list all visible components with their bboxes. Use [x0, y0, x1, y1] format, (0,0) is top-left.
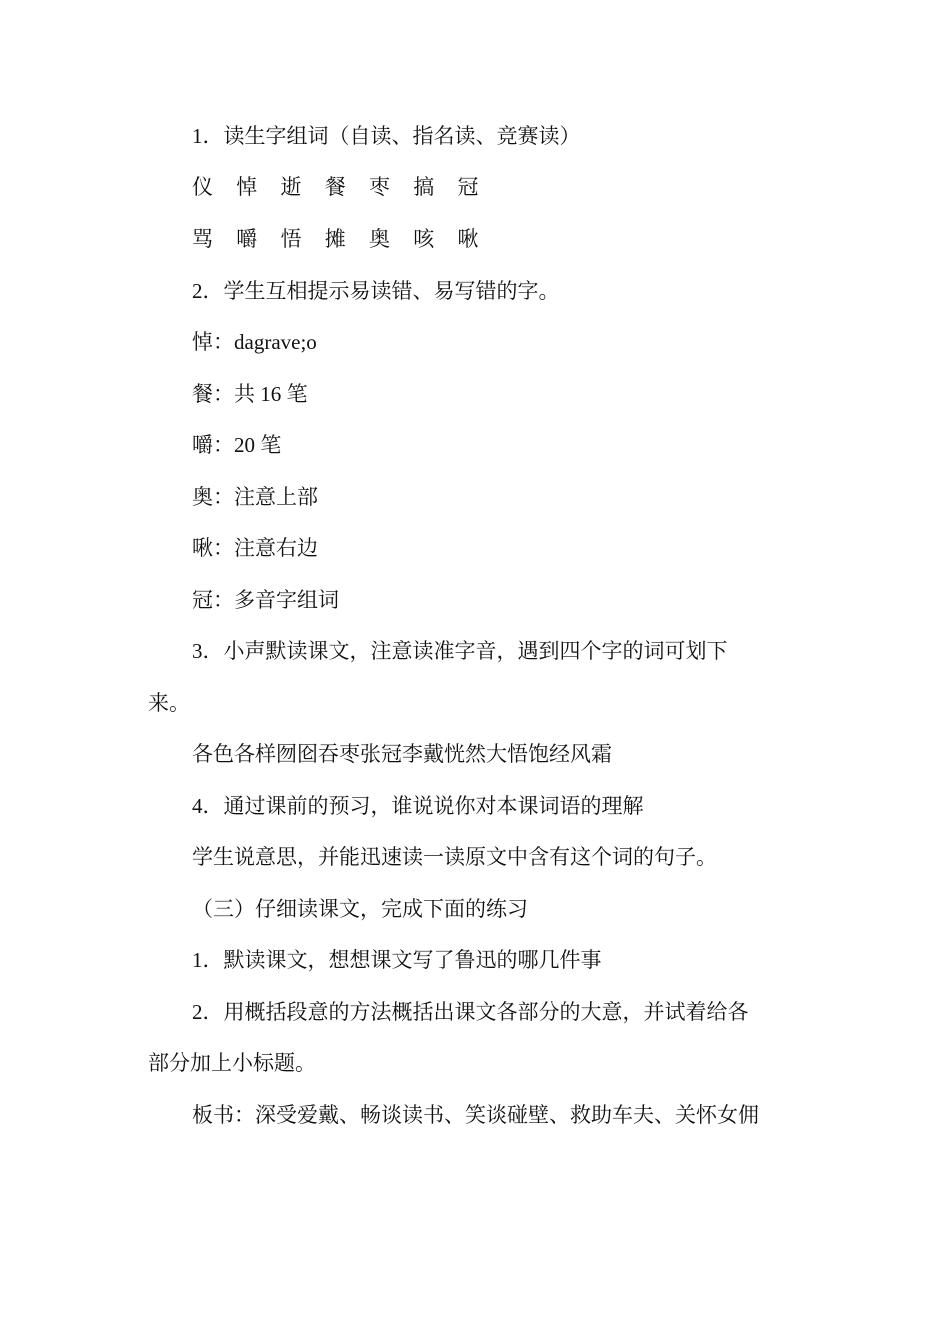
note-pronunciation: 悼：dagrave;o [192, 330, 317, 354]
instruction-3: 3．小声默读课文，注意读准字音，遇到四个字的词可划下 [192, 639, 728, 663]
note-polyphonic: 冠：多音字组词 [192, 588, 339, 612]
exercise-2: 2．用概括段意的方法概括出课文各部分的大意，并试着给各 [192, 1000, 749, 1024]
section-heading: （三）仔细读课文，完成下面的练习 [192, 897, 528, 921]
student-activity: 学生说意思，并能迅速读一读原文中含有这个词的句子。 [192, 845, 717, 869]
character-row-1: 仪 悼 逝 餐 枣 搞 冠 [192, 175, 479, 199]
instruction-3-continued: 来。 [148, 691, 190, 715]
instruction-4: 4．通过课前的预习，谁说说你对本课词语的理解 [192, 794, 644, 818]
character-row-2: 骂 嚼 悟 摊 奥 咳 啾 [192, 227, 479, 251]
exercise-1: 1．默读课文，想想课文写了鲁迅的哪几件事 [192, 948, 602, 972]
blackboard-summary: 板书：深受爱戴、畅谈读书、笑谈碰壁、救助车夫、关怀女佣 [192, 1103, 759, 1127]
instruction-1: 1．读生字组词（自读、指名读、竞赛读） [192, 124, 581, 148]
note-strokes-2: 嚼：20 笔 [192, 433, 282, 457]
note-right-side: 啾：注意右边 [192, 536, 318, 560]
note-top-part: 奥：注意上部 [192, 485, 318, 509]
exercise-2-continued: 部分加上小标题。 [148, 1051, 316, 1075]
note-strokes-1: 餐：共 16 笔 [192, 382, 308, 406]
instruction-2: 2．学生互相提示易读错、易写错的字。 [192, 279, 560, 303]
idiom-list: 各色各样囫囵吞枣张冠李戴恍然大悟饱经风霜 [192, 742, 612, 766]
